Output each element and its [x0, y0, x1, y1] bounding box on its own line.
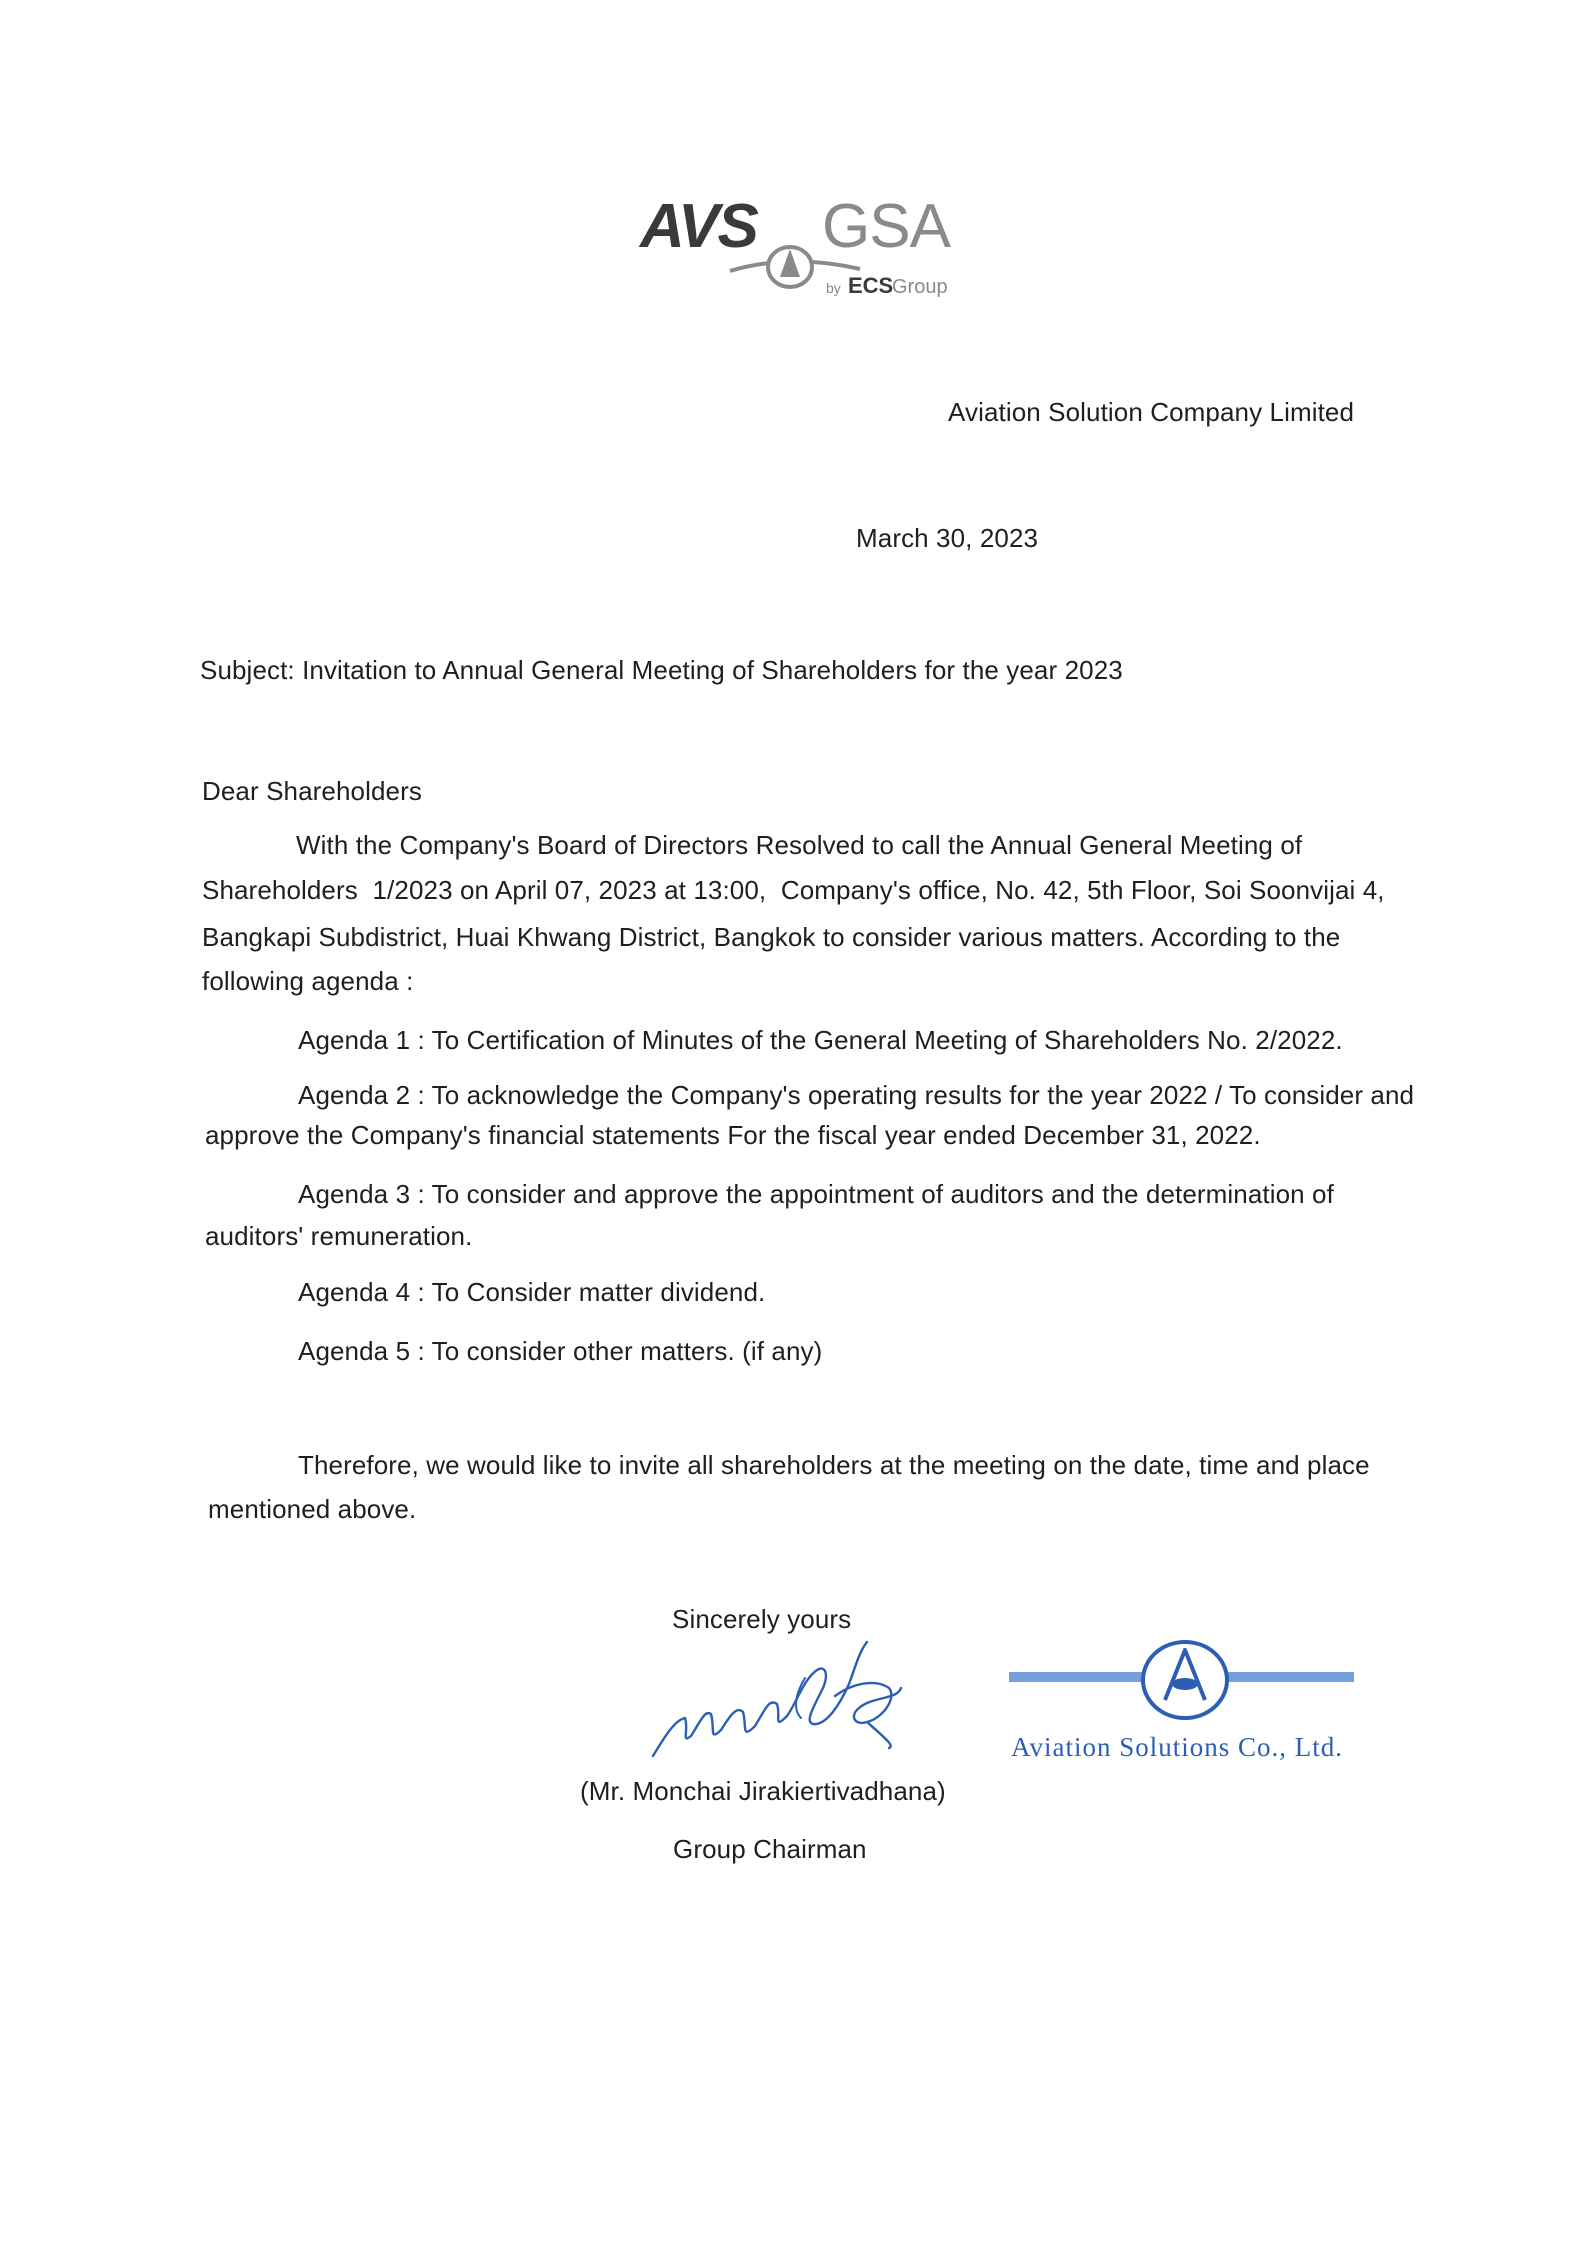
intro-line-1: With the Company's Board of Directors Resolved to call the Annual General Meeting of [296, 830, 1303, 860]
letter-date: March 30, 2023 [856, 523, 1039, 553]
company-logo [630, 175, 970, 310]
closing-line-2: mentioned above. [208, 1494, 417, 1524]
handwritten-signature [645, 1618, 995, 1768]
salutation: Dear Shareholders [202, 776, 422, 806]
agenda-item-4: Agenda 4 : To Consider matter dividend. [298, 1277, 766, 1307]
agenda-item-5: Agenda 5 : To consider other matters. (if any) [298, 1336, 823, 1366]
stamp-text: Aviation Solutions Co., Ltd. [1011, 1732, 1344, 1762]
agenda-item-2-cont: approve the Company's financial statements For the fiscal year ended December 31, 2022. [205, 1120, 1261, 1150]
logo-byline-group: Group [892, 276, 948, 298]
logo-primary-text: AVS [640, 192, 757, 261]
signatory-title: Group Chairman [673, 1834, 867, 1864]
company-name: Aviation Solution Company Limited [948, 397, 1355, 427]
sign-off: Sincerely yours [672, 1604, 852, 1634]
logo-secondary-text: GSA [822, 192, 950, 261]
agenda-item-3: Agenda 3 : To consider and approve the appointment of auditors and the determination of [298, 1179, 1334, 1209]
agenda-item-3-cont: auditors' remuneration. [205, 1221, 473, 1251]
intro-line-3: Bangkapi Subdistrict, Huai Khwang District, Bangkok to consider various matters. According to the [202, 922, 1341, 952]
agenda-item-1: Agenda 1 : To Certification of Minutes of the General Meeting of Shareholders No. 2/2022. [298, 1025, 1343, 1055]
signatory-name: (Mr. Monchai Jirakiertivadhana) [580, 1776, 946, 1806]
intro-line-4: following agenda : [202, 966, 414, 996]
logo-byline-by: by [826, 280, 841, 296]
intro-line-2: Shareholders 1/2023 on April 07, 2023 at 13:00, Company's office, No. 42, 5th Floor, Soi Soonvijai 4, [202, 875, 1385, 905]
avs-gsa-logo-graphic [630, 175, 970, 310]
closing-line-1: Therefore, we would like to invite all shareholders at the meeting on the date, time and place [298, 1450, 1370, 1480]
agenda-item-2: Agenda 2 : To acknowledge the Company's operating results for the year 2022 / To consider and [298, 1080, 1415, 1110]
company-stamp [1005, 1628, 1365, 1768]
letter-subject: Subject: Invitation to Annual General Meeting of Shareholders for the year 2023 [200, 655, 1123, 685]
logo-byline-brand: ECS [848, 273, 894, 298]
